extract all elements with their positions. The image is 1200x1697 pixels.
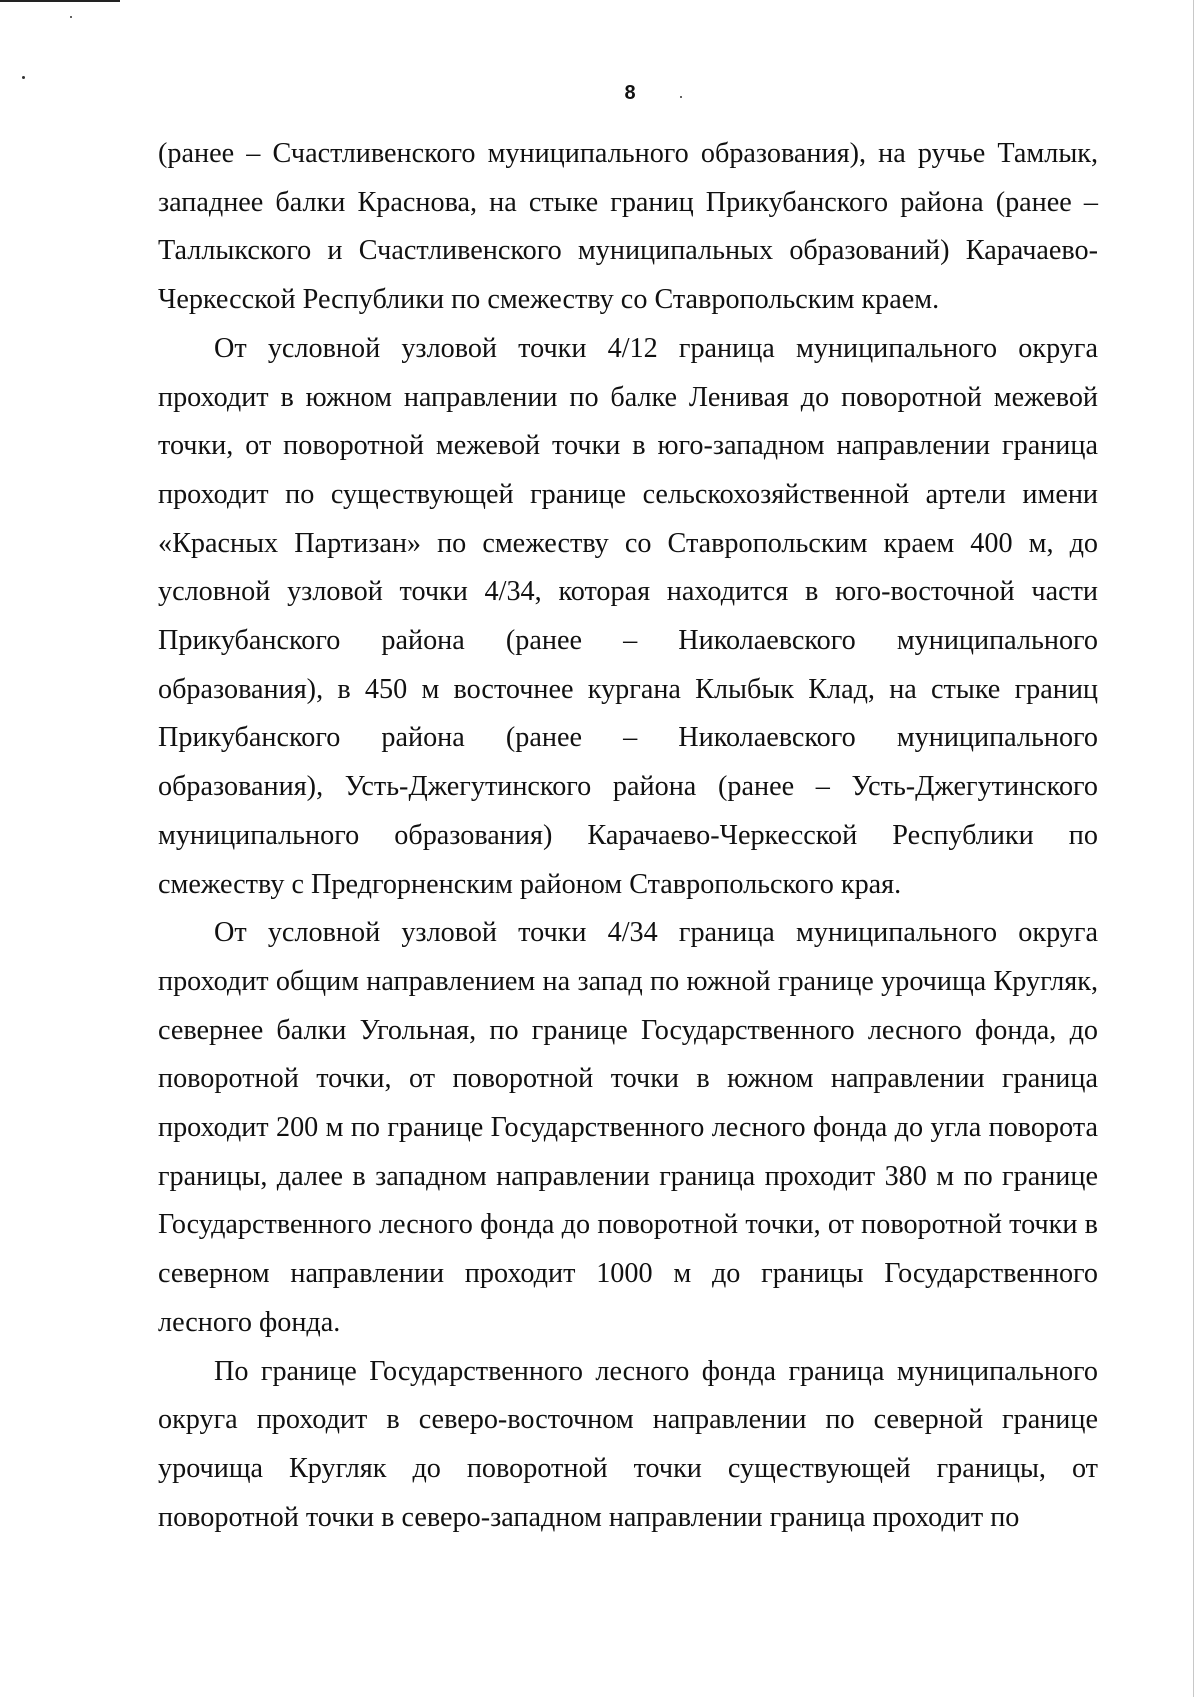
paragraph: (ранее – Счастливенского муниципального образования), на ручье Тамлык, западнее балки Краснова, на стыке границ Прикубанского района (ранее – Таллыкского и Счастливенского муниципальных образований) Карачаево-Черкесской Республики по смежеству со Ставропольским краем. (158, 138, 1098, 316)
paragraph: По границе Государственного лесного фонда граница муниципального округа проходит в северо-восточном направлении по северной границе урочища Кругляк до поворотной точки существующей границы, от поворотной точки в северо-западном направлении граница проходит по (158, 1355, 1098, 1533)
document-body (158, 130, 1098, 1542)
scan-artifact-line (0, 0, 120, 2)
page-number: 8 (624, 82, 636, 104)
scan-artifact-dot (22, 76, 25, 79)
paragraph: От условной узловой точки 4/12 граница муниципального округа проходит в южном направлении по балке Ленивая до поворотной межевой точки, от поворотной межевой точки в юго-западном направлении граница проходит по существующей границе сельскохозяйственной артели имени «Красных Партизан» по смежеству со Ставропольским краем 400 м, до условной узловой точки 4/34, которая находится в юго-восточной части Прикубанского района (ранее – Николаевского муниципального образования), в 450 м восточнее кургана Клыбык Клад, на стыке границ Прикубанского района (ранее – Николаевского муниципального образования), Усть-Джегутинского района (ранее – Усть-Джегутинского муниципального образования) Карачаево-Черкесской Республики по смежеству с Предгорненским районом Ставропольского края. (158, 332, 1098, 900)
scan-artifact-edge (1193, 0, 1194, 1697)
scan-artifact-dot (70, 16, 72, 18)
paragraph: От условной узловой точки 4/34 граница муниципального округа проходит общим направлением на запад по южной границе урочища Кругляк, севернее балки Угольная, по границе Государственного лесного фонда, до поворотной точки, от поворотной точки в южном направлении граница проходит 200 м по границе Государственного лесного фонда до угла поворота границы, далее в западном направлении граница проходит 380 м по границе Государственного лесного фонда до поворотной точки, от поворотной точки в северном направлении проходит 1000 м до границы Государственного лесного фонда. (158, 917, 1098, 1338)
